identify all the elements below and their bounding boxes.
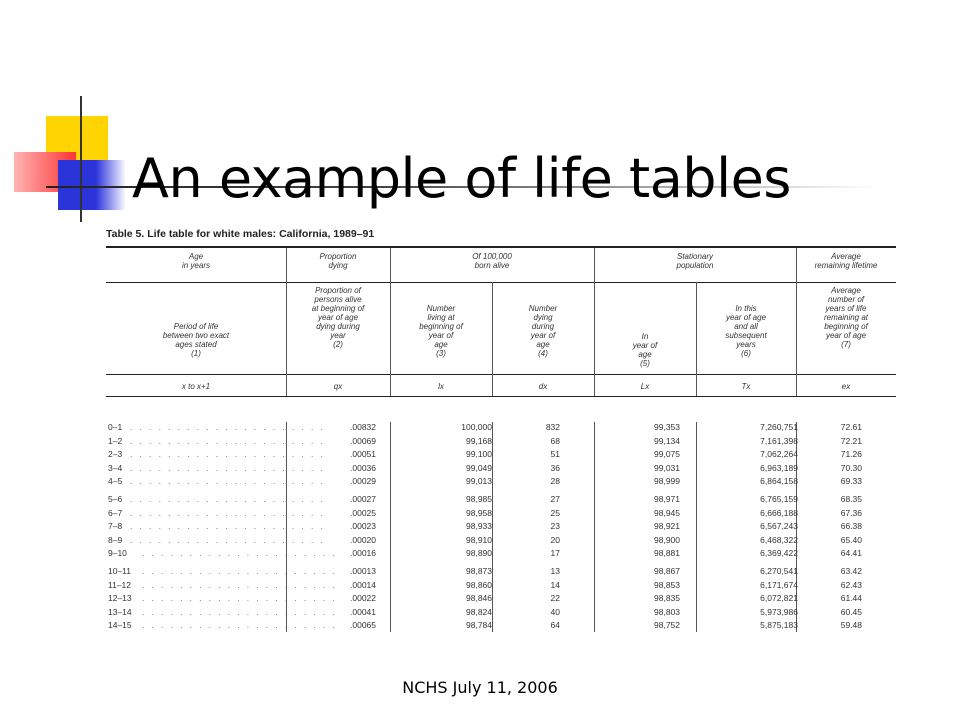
row-Lx: 98,999 [654,476,680,487]
table-row [106,494,896,507]
row-Lx: 98,752 [654,620,680,631]
table-subheader-rule [106,374,896,375]
life-table-image [104,226,900,632]
row-age: 11–12 [108,579,132,590]
leader-dots: . . . . . . . . . . . . . . . . . . . . . [130,521,326,532]
group-header-proportion: Proportion dying [319,252,357,270]
row-age: 9–10 [108,548,127,559]
table-header-rule [106,282,896,283]
table-row [106,580,896,593]
row-qx: .00025 [350,507,376,518]
symbol-col-2: qx [333,382,343,391]
group-header-stationary: Stationary population [676,252,714,270]
row-age: 1–2 [108,435,123,446]
row-qx: .00020 [350,534,376,545]
leader-dots: . . . . . . . . . . . . . . . . . . . . . [142,593,338,604]
symbol-col-6: Tx [741,382,751,391]
row-Tx: 6,963,189 [760,462,798,473]
leader-dots: . . . . . . . . . . . . . . . . . . . . . [142,620,338,631]
row-Tx: 7,260,751 [760,422,798,432]
row-ex: 66.38 [840,521,862,532]
column-header-3: Number living at beginning of year of age (3) [419,304,463,358]
row-qx: .00016 [350,548,376,559]
row-Lx: 99,353 [654,422,680,432]
decor-vertical-line [80,96,82,222]
row-Lx: 99,075 [654,449,680,460]
row-Lx: 99,031 [654,462,680,473]
row-lx: 98,933 [466,521,492,532]
row-lx: 98,985 [466,494,492,504]
row-age: 7–8 [108,521,123,532]
row-Lx: 99,134 [654,435,680,446]
row-Tx: 7,062,264 [760,449,798,460]
row-dx: 68 [550,435,560,446]
row-age: 13–14 [108,606,132,617]
row-age: 0–1 [108,422,123,432]
row-dx: 27 [550,494,560,504]
row-Lx: 98,971 [654,494,680,504]
leader-dots: . . . . . . . . . . . . . . . . . . . . . [130,462,326,473]
row-age: 2–3 [108,449,123,460]
row-qx: .00069 [350,435,376,446]
leader-dots: . . . . . . . . . . . . . . . . . . . . . [130,422,326,432]
row-age: 14–15 [108,620,132,631]
row-Tx: 6,666,188 [760,507,798,518]
slide-title: An example of life tables [132,147,791,211]
row-dx: 17 [550,548,560,559]
group-header-age: Age in years [181,252,210,270]
row-Tx: 6,072,821 [760,593,798,604]
row-age: 12–13 [108,593,132,604]
table-row [106,476,896,489]
row-ex: 65.40 [840,534,862,545]
row-qx: .00036 [350,462,376,473]
row-Tx: 6,864,158 [760,476,798,487]
row-Tx: 7,161,398 [760,435,798,446]
row-lx: 99,013 [466,476,492,487]
row-dx: 13 [550,566,560,576]
leader-dots: . . . . . . . . . . . . . . . . . . . . . [142,548,338,559]
symbol-col-7: ex [841,382,851,391]
row-qx: .00041 [350,606,376,617]
table-row [106,548,896,561]
row-age: 10–11 [108,566,132,576]
table-caption: Table 5. Life table for white males: California, 1989–91 [106,228,375,240]
leader-dots: . . . . . . . . . . . . . . . . . . . . . [130,476,326,487]
leader-dots: . . . . . . . . . . . . . . . . . . . . . [130,534,326,545]
row-ex: 63.42 [840,566,862,576]
leader-dots: . . . . . . . . . . . . . . . . . . . . . [130,449,326,460]
row-dx: 22 [550,593,560,604]
row-ex: 59.48 [840,620,862,631]
row-Lx: 98,835 [654,593,680,604]
row-lx: 99,100 [466,449,492,460]
row-Lx: 98,867 [654,566,680,576]
table-row [106,436,896,449]
leader-dots: . . . . . . . . . . . . . . . . . . . . . [130,494,326,504]
row-Lx: 98,921 [654,521,680,532]
row-ex: 70.30 [840,462,862,473]
row-qx: .00051 [350,449,376,460]
row-qx: .00023 [350,521,376,532]
group-header-average: Average remaining lifetime [814,252,878,270]
row-qx: .00065 [350,620,376,631]
row-ex: 71.26 [840,449,862,460]
row-Tx: 6,369,422 [760,548,798,559]
row-ex: 72.21 [840,435,862,446]
row-lx: 98,824 [466,606,492,617]
column-header-2: Proportion of persons alive at beginning of year of age dying during year (2) [311,286,365,349]
row-ex: 64.41 [840,548,862,559]
row-Lx: 98,853 [654,579,680,590]
table-row [106,566,896,579]
row-lx: 98,910 [466,534,492,545]
group-header-born-alive: Of 100,000 born alive [472,252,512,270]
leader-dots: . . . . . . . . . . . . . . . . . . . . . [130,435,326,446]
row-Tx: 6,567,243 [760,521,798,532]
row-dx: 28 [550,476,560,487]
row-qx: .00014 [350,579,376,590]
table-row [106,593,896,606]
row-ex: 60.45 [840,606,862,617]
row-lx: 99,168 [466,435,492,446]
symbol-col-3: lx [438,382,444,391]
decor-blue-fade [96,160,126,210]
row-lx: 99,049 [466,462,492,473]
table-row [106,607,896,620]
column-header-1: Period of life between two exact ages stated (1) [162,322,230,358]
row-dx: 25 [550,507,560,518]
row-ex: 72.61 [840,422,862,432]
row-ex: 62.43 [840,579,862,590]
row-qx: .00029 [350,476,376,487]
row-qx: .00022 [350,593,376,604]
row-Tx: 5,875,183 [760,620,798,631]
column-header-4: Number dying during year of age (4) [528,304,558,358]
row-age: 4–5 [108,476,123,487]
row-ex: 69.33 [840,476,862,487]
row-dx: 23 [550,521,560,532]
row-age: 8–9 [108,534,123,545]
row-lx: 98,958 [466,507,492,518]
table-symbol-rule [106,396,896,397]
column-header-7: Average number of years of life remaining at beginning of year of age (7) [823,286,869,349]
row-age: 3–4 [108,462,123,473]
leader-dots: . . . . . . . . . . . . . . . . . . . . . [142,606,338,617]
row-lx: 98,860 [466,579,492,590]
row-dx: 64 [550,620,560,631]
leader-dots: . . . . . . . . . . . . . . . . . . . . . [130,507,326,518]
row-dx: 51 [550,449,560,460]
table-row [106,463,896,476]
row-Lx: 98,945 [654,507,680,518]
row-qx: .00013 [350,566,376,576]
row-dx: 832 [545,422,560,432]
row-qx: .00027 [350,494,376,504]
row-lx: 98,784 [466,620,492,631]
slide-footer: NCHS July 11, 2006 [402,678,558,697]
table-row [106,508,896,521]
row-lx: 98,873 [466,566,492,576]
table-row [106,422,896,435]
table-row [106,521,896,534]
symbol-col-5: Lx [640,382,650,391]
column-header-5: In year of age (5) [632,332,658,368]
row-Tx: 6,270,541 [760,566,798,576]
row-Lx: 98,803 [654,606,680,617]
row-lx: 100,000 [461,422,492,432]
row-dx: 36 [550,462,560,473]
row-Tx: 6,765,159 [760,494,798,504]
leader-dots: . . . . . . . . . . . . . . . . . . . . . [142,579,338,590]
row-Tx: 6,468,322 [760,534,798,545]
row-Lx: 98,900 [654,534,680,545]
row-qx: .00832 [350,422,376,432]
table-row [106,449,896,462]
row-Tx: 6,171,674 [760,579,798,590]
leader-dots: . . . . . . . . . . . . . . . . . . . . . [142,566,338,576]
col-separator [594,248,595,396]
table-row [106,535,896,548]
row-ex: 67.36 [840,507,862,518]
row-ex: 68.35 [840,494,862,504]
row-ex: 61.44 [840,593,862,604]
row-dx: 20 [550,534,560,545]
life-table [106,246,896,632]
row-age: 6–7 [108,507,123,518]
table-row [106,620,896,632]
column-header-6: In this year of age and all subsequent years (6) [725,304,767,358]
symbol-col-1: x to x+1 [181,382,211,391]
row-Tx: 5,973,986 [760,606,798,617]
row-Lx: 98,881 [654,548,680,559]
row-dx: 40 [550,606,560,617]
symbol-col-4: dx [538,382,548,391]
table-top-rule [106,246,896,248]
row-dx: 14 [550,579,560,590]
row-age: 5–6 [108,494,123,504]
row-lx: 98,846 [466,593,492,604]
row-lx: 98,890 [466,548,492,559]
